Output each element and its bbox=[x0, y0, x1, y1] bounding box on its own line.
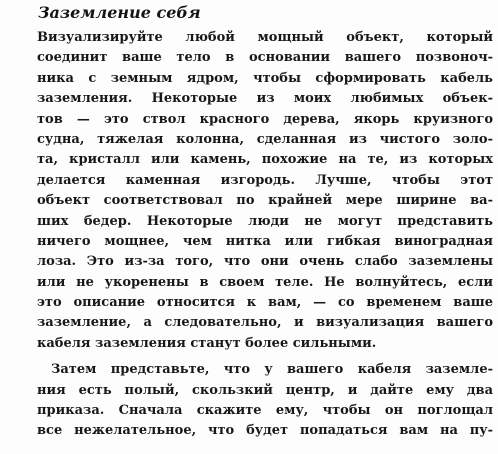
text-line: это описание относится к вам, — со временем ваше bbox=[37, 295, 493, 311]
text-line: объект соответствовал по крайней мере ширине ва- bbox=[37, 193, 493, 209]
body-text bbox=[37, 28, 493, 442]
text-line: лоза. Это из-за того, что они очень слабо заземлены bbox=[37, 254, 493, 270]
text-line: приказа. Сначала скажите ему, чтобы он поглощал bbox=[37, 403, 493, 419]
text-line: Визуализируйте любой мощный объект, который bbox=[37, 30, 493, 45]
text-line: все нежелательное, что будет попадаться вам на пу- bbox=[37, 423, 493, 439]
text-line: или не укоренены в своем теле. Не волнуйтесь, если bbox=[37, 274, 493, 290]
paragraph-1 bbox=[37, 28, 493, 354]
text-line: судна, тяжелая колонна, сделанная из чистого золо- bbox=[37, 131, 493, 147]
text-line: соединит ваше тело в основании вашего позвоноч- bbox=[37, 50, 493, 66]
text-line: делается каменная изгородь. Лучше, чтобы этот bbox=[37, 172, 493, 188]
text-line: та, кристалл или камень, похожие на те, из которых bbox=[37, 152, 493, 168]
paragraph-2 bbox=[37, 360, 493, 442]
text-line: тов — это ствол красного дерева, якорь круизного bbox=[37, 111, 493, 127]
text-line: ния есть полый, скользкий центр, и дайте ему два bbox=[37, 382, 493, 398]
section-heading: Заземление себя bbox=[38, 3, 201, 22]
text-line: кабеля заземления станут более сильными. bbox=[37, 335, 377, 351]
text-line: заземление, а следовательно, и визуализация вашего bbox=[37, 315, 493, 331]
text-line: ника с земным ядром, чтобы сформировать кабель bbox=[37, 70, 493, 86]
text-line: заземления. Некоторые из моих любимых объек- bbox=[37, 91, 493, 107]
text-line: Затем представьте, что у вашего кабеля заземле- bbox=[51, 362, 493, 378]
text-line: ничего мощнее, чем нитка или гибкая виноградная bbox=[37, 233, 493, 249]
text-line: ших бедер. Некоторые люди не могут представить bbox=[37, 213, 493, 229]
